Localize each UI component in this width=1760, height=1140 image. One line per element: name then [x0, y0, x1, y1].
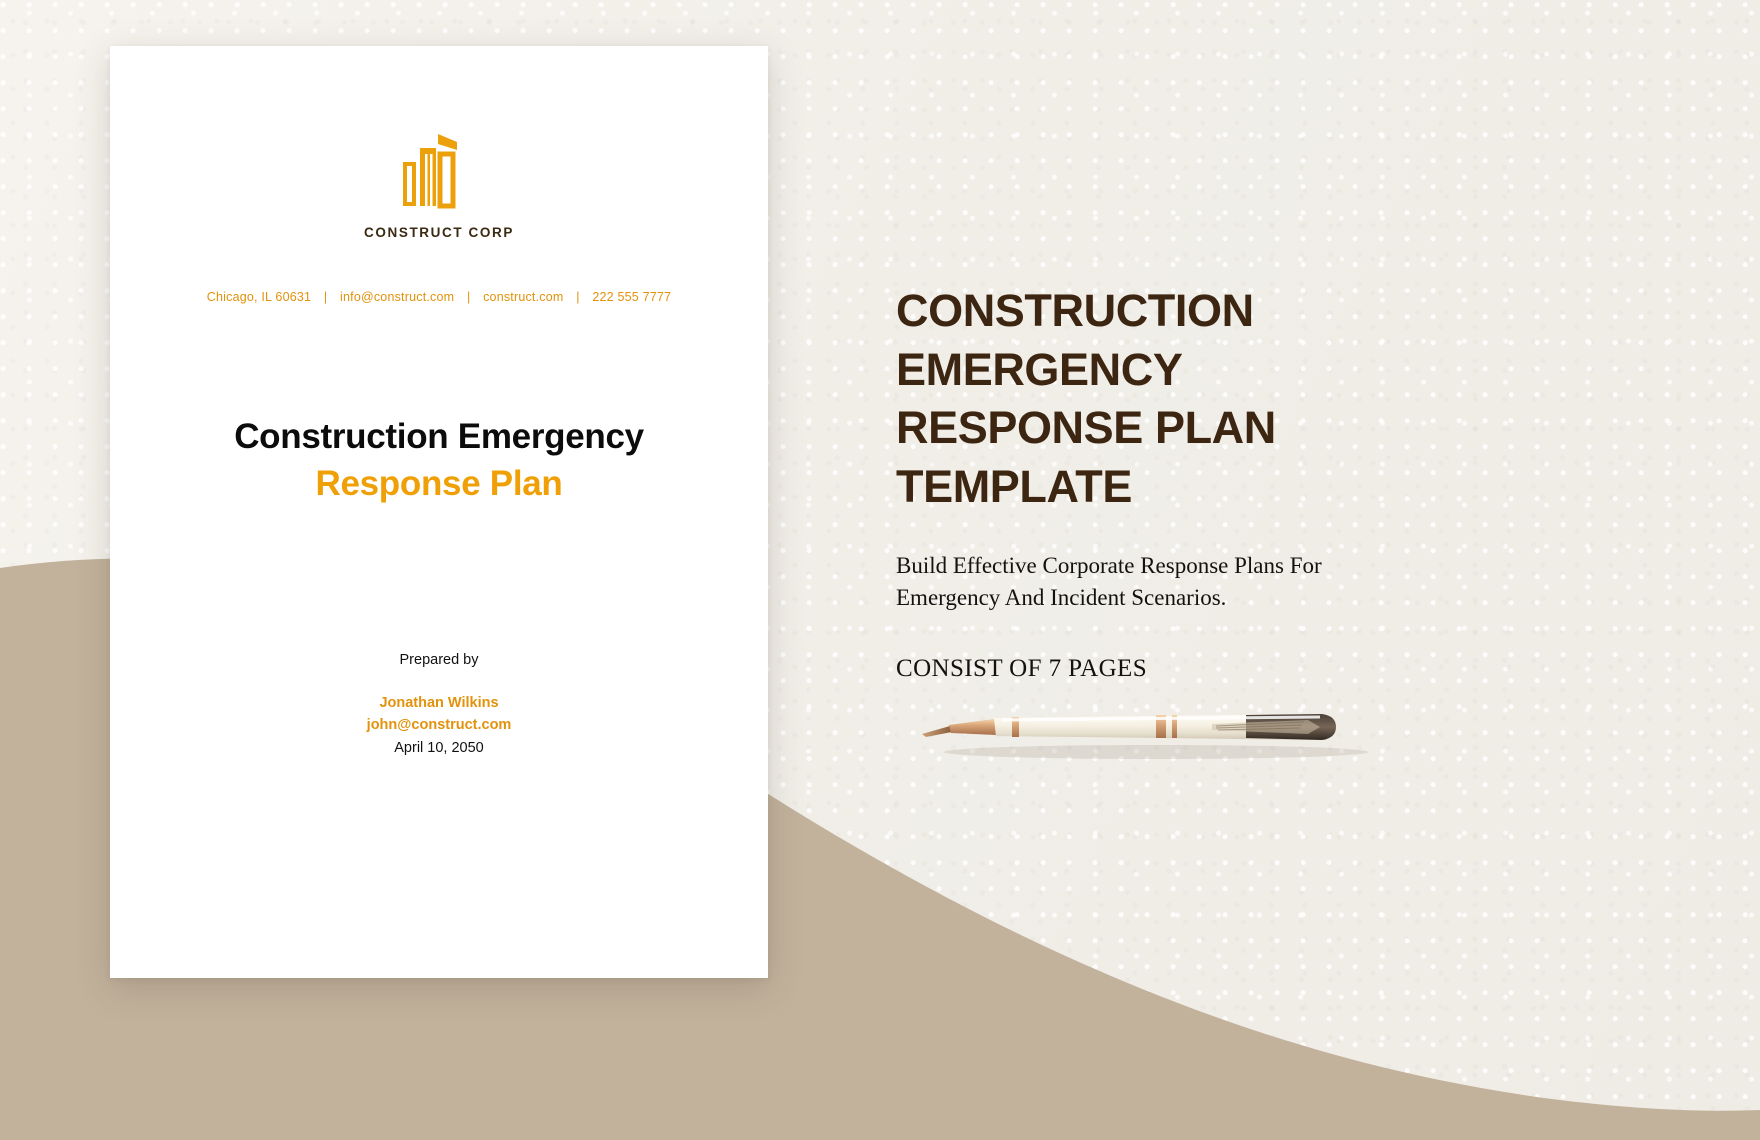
contact-address: Chicago, IL 60631	[206, 290, 312, 304]
contact-website[interactable]: construct.com	[483, 290, 564, 304]
contact-separator-2: |	[466, 290, 471, 304]
document-title	[110, 414, 768, 507]
promo-subtitle: Build Effective Corporate Response Plans For Emergency And Incident Scenarios.	[896, 553, 1322, 610]
logo-block	[110, 128, 768, 240]
document-title-line-2: Response Plan	[315, 463, 563, 503]
prepared-by-block	[110, 652, 768, 760]
prepared-by-label: Prepared by	[399, 652, 479, 668]
promo-panel	[896, 282, 1456, 683]
promo-title: CONSTRUCTION EMERGENCY RESPONSE PLAN TEMPLATE	[896, 285, 1276, 512]
contact-phone: 222 555 7777	[592, 290, 672, 304]
building-logo-icon	[391, 128, 487, 210]
contact-separator-3: |	[576, 290, 580, 304]
document-title-line-1: Construction Emergency	[234, 417, 644, 456]
contact-separator-1: |	[323, 290, 328, 304]
prepared-by-email[interactable]: john@construct.com	[366, 717, 512, 734]
ballpoint-pen-image	[916, 694, 1386, 764]
promo-page-count: CONSIST OF 7 PAGES	[896, 655, 1148, 683]
prepared-by-date: April 10, 2050	[394, 739, 484, 756]
contact-email[interactable]: info@construct.com	[340, 290, 455, 304]
company-name: CONSTRUCT CORP	[364, 225, 514, 240]
contact-line	[110, 290, 768, 304]
prepared-by-name: Jonathan Wilkins	[379, 695, 499, 711]
document-page[interactable]	[110, 46, 768, 978]
